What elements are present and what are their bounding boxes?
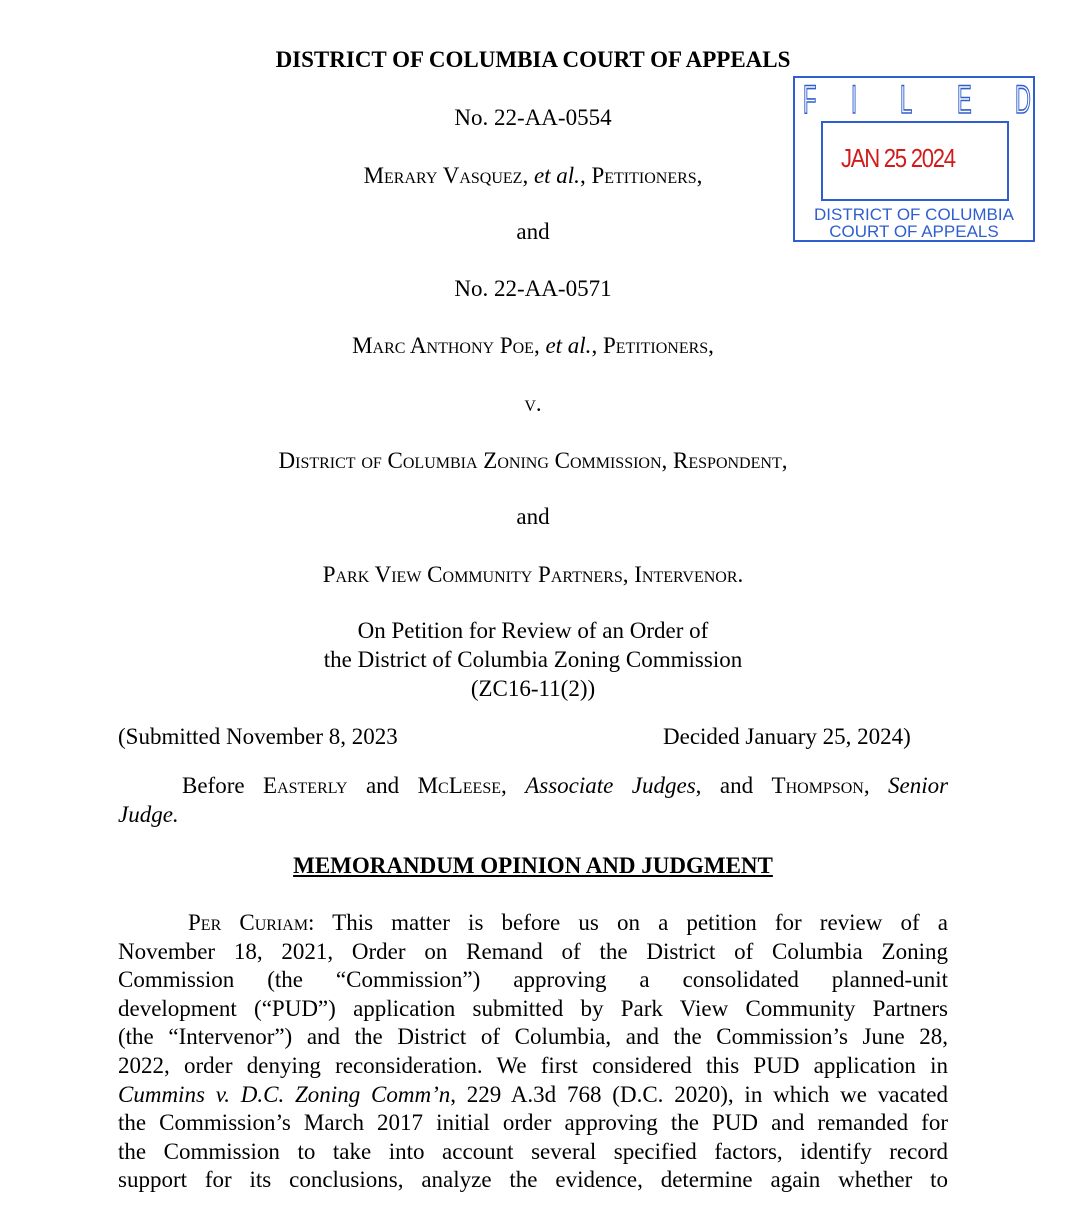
- opinion-line-1: Per Curiam: This matter is before us on a petition for review of a: [188, 910, 948, 935]
- judge-mcleese: McLeese: [417, 773, 501, 798]
- stamp-letter-i: I: [851, 78, 858, 122]
- opinion-line-2: November 18, 2021, Order on Remand of the District of Columbia Zoning: [118, 938, 948, 964]
- stamp-date-box: [821, 121, 1009, 201]
- opinion-paragraph: [118, 909, 948, 1195]
- petition-line-1: On Petition for Review of an Order of: [357, 618, 709, 643]
- opinion-line-10: support for its conclusions, analyze the evidence, determine again whether to: [118, 1167, 948, 1193]
- petition-line-3: (ZC16-11(2)): [470, 676, 596, 701]
- court-title: DISTRICT OF COLUMBIA COURT OF APPEALS: [275, 47, 791, 72]
- opinion-line-4: development (“PUD”) application submitted by Park View Community Partners: [118, 995, 948, 1021]
- petitioner-2: Marc Anthony Poe, et al., Petitioners,: [352, 333, 714, 358]
- decided-date: Decided January 25, 2024): [663, 724, 911, 749]
- panel-line-1: Before Easterly and McLeese, Associate Judges, and Thompson, Senior: [182, 773, 949, 798]
- petitioner-2-etal: et al.: [545, 333, 592, 358]
- stamp-letter-f: F: [803, 78, 817, 122]
- per-curiam: Per Curiam: [188, 910, 309, 935]
- versus: v.: [524, 391, 542, 416]
- conjunction-and-2: and: [516, 504, 550, 529]
- panel-paragraph: [118, 772, 948, 829]
- petitioner-1-role: Petitioners,: [591, 163, 703, 188]
- judge-thompson: Thompson: [771, 773, 864, 798]
- case-number-1: No. 22-AA-0554: [454, 105, 612, 130]
- petition-line-2: the District of Columbia Zoning Commission: [323, 647, 743, 672]
- intervenor: Park View Community Partners, Intervenor.: [322, 562, 744, 587]
- panel-line-2: Judge.: [118, 801, 179, 827]
- stamp-letter-d: D: [1015, 78, 1031, 122]
- petitioner-1-name: Merary Vasquez: [363, 163, 523, 188]
- stamp-date: JAN 25 2024: [841, 143, 955, 173]
- submitted-date: (Submitted November 8, 2023: [118, 724, 398, 749]
- petitioner-1-etal: et al.: [533, 163, 580, 188]
- opinion-heading: MEMORANDUM OPINION AND JUDGMENT: [293, 853, 773, 878]
- respondent: District of Columbia Zoning Commission, Respondent,: [278, 448, 788, 473]
- petitioner-1: Merary Vasquez, et al., Petitioners,: [363, 163, 703, 188]
- case-number-2: No. 22-AA-0571: [454, 276, 612, 301]
- filed-stamp: [793, 76, 1035, 242]
- petitioner-2-role: Petitioners,: [602, 333, 714, 358]
- stamp-court-line-2: COURT OF APPEALS: [829, 222, 999, 241]
- judge-easterly: Easterly: [263, 773, 348, 798]
- opinion-line-8: the Commission’s March 2017 initial order approving the PUD and remanded for: [118, 1110, 948, 1136]
- petitioner-2-name: Marc Anthony Poe: [352, 333, 534, 358]
- case-citation: Cummins v. D.C. Zoning Comm’n: [118, 1081, 451, 1107]
- opinion-line-9: the Commission to take into account several specified factors, identify record: [118, 1138, 948, 1164]
- stamp-court-line-1: DISTRICT OF COLUMBIA: [814, 205, 1014, 224]
- stamp-letter-e: E: [957, 78, 972, 122]
- conjunction-and-1: and: [516, 219, 550, 244]
- opinion-line-3: Commission (the “Commission”) approving a consolidated planned-unit: [118, 967, 948, 993]
- stamp-letter-l: L: [900, 78, 913, 122]
- opinion-line-5: (the “Intervenor”) and the District of Columbia, and the Commission’s June 28,: [118, 1024, 948, 1050]
- opinion-line-6: 2022, order denying reconsideration. We first considered this PUD application in: [118, 1052, 948, 1078]
- opinion-line-7: Cummins v. D.C. Zoning Comm’n, 229 A.3d 768 (D.C. 2020), in which we vacated: [118, 1081, 948, 1107]
